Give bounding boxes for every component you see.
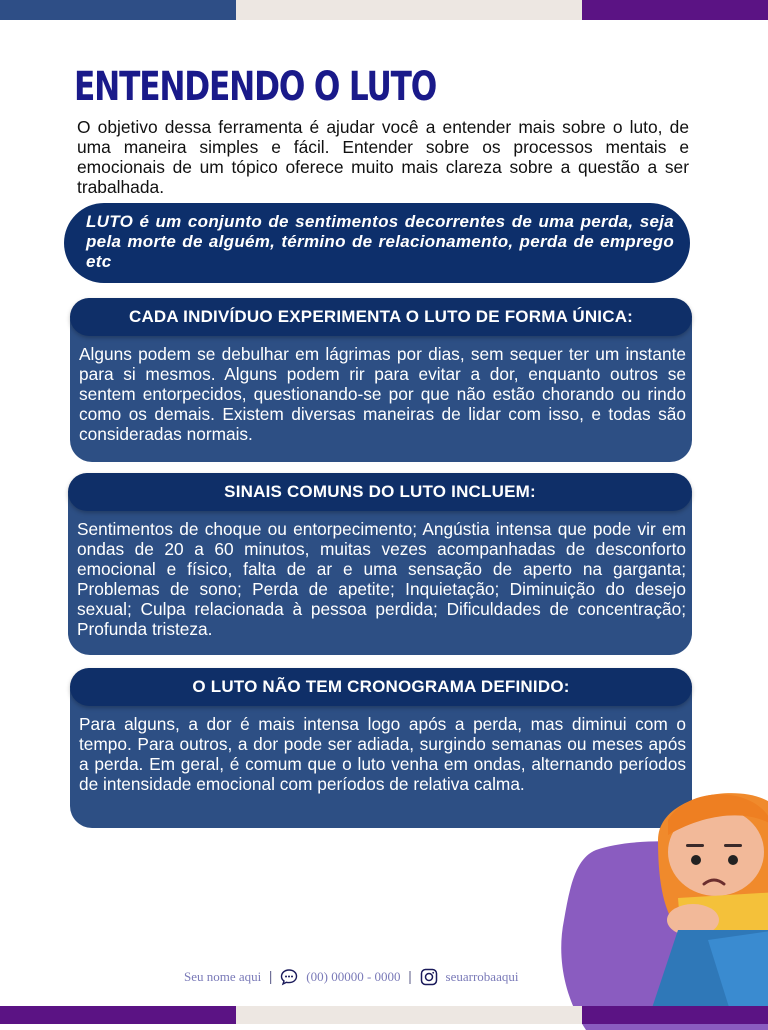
chat-bubble-icon bbox=[280, 968, 298, 986]
card-title: CADA INDIVÍDUO EXPERIMENTA O LUTO DE FORMA ÚNICA: bbox=[128, 307, 634, 326]
top-bar-purple bbox=[582, 0, 768, 20]
bottom-bar-purple-right bbox=[582, 1006, 768, 1024]
definition-box bbox=[64, 203, 690, 283]
footer-contact bbox=[184, 966, 518, 988]
footer-name: Seu nome aqui bbox=[184, 969, 262, 984]
card-common-signs bbox=[68, 473, 692, 655]
page-title: ENTENDENDO O LUTO bbox=[74, 64, 437, 110]
sad-girl-illustration bbox=[638, 780, 768, 1020]
card-no-timeline bbox=[70, 668, 692, 828]
card-body: Para alguns, a dor é mais intensa logo após a perda, mas diminui com o tempo. Para outros, a dor pode ser adiada, surgindo semanas ou meses após a perda. Em geral, é comum que o luto venha em ondas, alternando períodos de intensidade emocional com períodos de relativa calma. bbox=[79, 714, 686, 794]
card-header bbox=[70, 298, 692, 336]
bottom-bar-beige bbox=[236, 1006, 582, 1024]
instagram-icon bbox=[420, 968, 438, 986]
top-bar-blue bbox=[0, 0, 236, 20]
card-header bbox=[68, 473, 692, 511]
card-title: O LUTO NÃO TEM CRONOGRAMA DEFINIDO: bbox=[192, 677, 570, 696]
card-header bbox=[70, 668, 692, 706]
card-body: Sentimentos de choque ou entorpecimento; Angústia intensa que pode vir em ondas de 20 a 60 minutos, muitas vezes acompanhadas de desconforto emocional e físico, falta de ar e uma sensação de aperto na garganta; Problemas de sono; Perda de apetite; Inquietação; Diminuição do desejo sexual; Culpa relacionada à pessoa perdida; Dificuldades de concentração; Profunda tristeza. bbox=[77, 519, 686, 639]
footer-handle: seuarrobaaqui bbox=[445, 969, 519, 984]
top-bar-beige bbox=[236, 0, 582, 20]
card-title: SINAIS COMUNS DO LUTO INCLUEM: bbox=[224, 482, 536, 501]
intro-paragraph: O objetivo dessa ferramenta é ajudar você a entender mais sobre o luto, de uma maneira simples e fácil. Entender sobre os processos mentais e emocionais de um tópico oferece muito mais clareza sobre a questão a ser trabalhada. bbox=[77, 117, 689, 197]
card-unique-grief bbox=[70, 298, 692, 462]
card-body: Alguns podem se debulhar em lágrimas por dias, sem sequer ter um instante para si mesmos. Alguns podem rir para evitar a dor, enquanto outros se sentem entorpecidos, questionando-se por que não estão chorando ou rindo como os demais. Existem diversas maneiras de lidar com isso, e todas são consideradas normais. bbox=[79, 344, 686, 444]
footer-separator: | bbox=[408, 968, 412, 985]
bottom-bar-purple bbox=[0, 1006, 236, 1024]
footer-separator: | bbox=[269, 968, 273, 985]
definition-text: LUTO é um conjunto de sentimentos decorrentes de uma perda, seja pela morte de alguém, término de relacionamento, perda de emprego etc bbox=[86, 212, 674, 271]
footer-phone: (00) 00000 - 0000 bbox=[306, 969, 401, 984]
